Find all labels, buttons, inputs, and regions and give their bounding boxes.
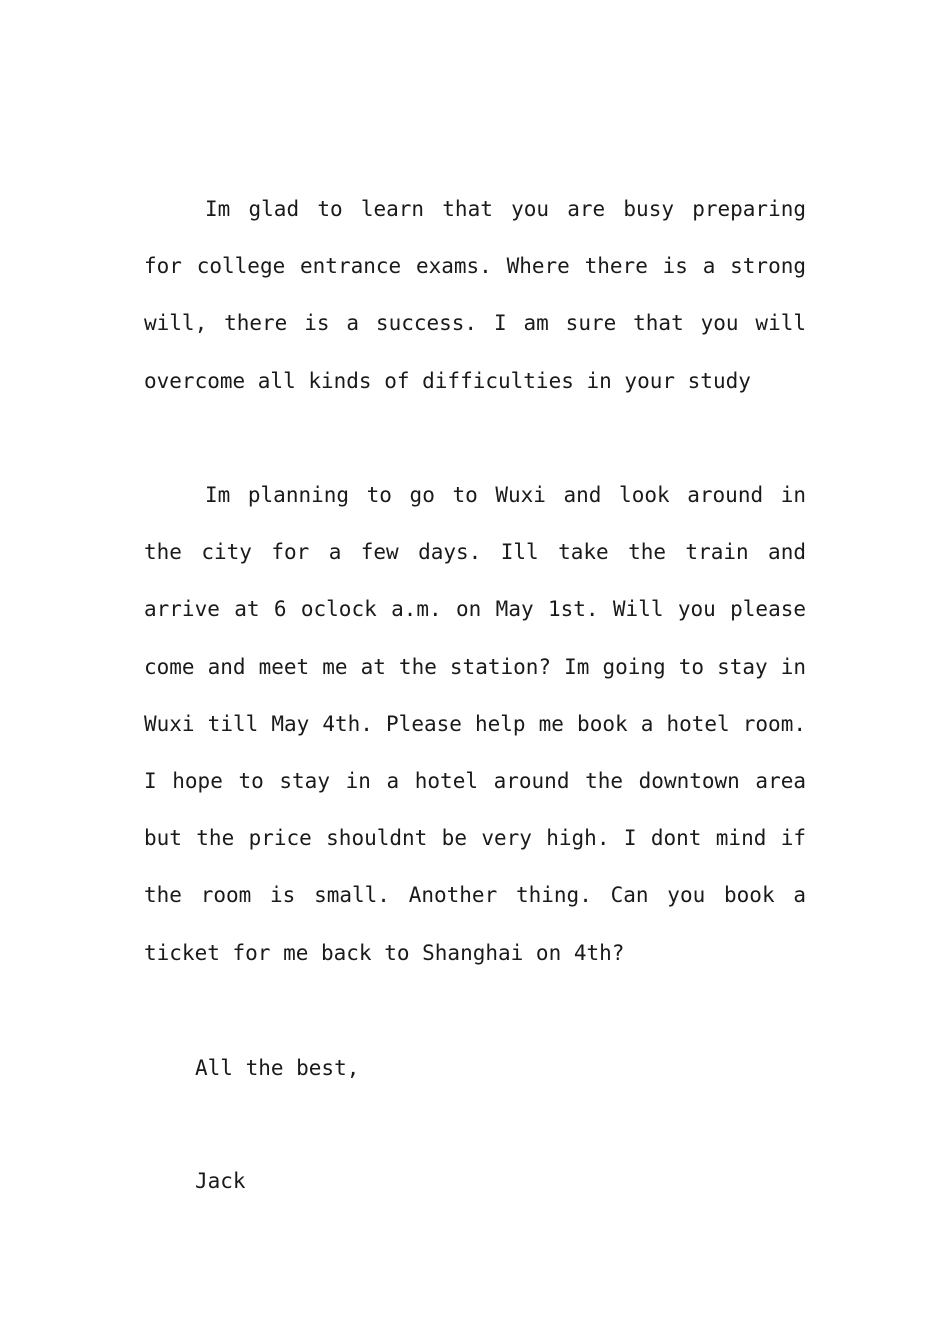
letter-closing: All the best, [195,1056,360,1080]
letter-signature: Jack [195,1169,246,1193]
letter-paragraph-2: Im planning to go to Wuxi and look around in the city for a few days. Ill take the train and arrive at 6 oclock a.m. on May 1st. Will you please come and meet me at the station? Im going to stay in Wuxi till May 4th. Please help me book a hotel room. I hope to stay in a hotel around the downtown area but the price shouldnt be very high. I dont mind if the room is small. Another thing. Can you book a ticket for me back to Shanghai on 4th? [144,483,806,965]
letter-paragraph-1: Im glad to learn that you are busy preparing for college entrance exams. Where there is a strong will, there is a success. I am sure that you will overcome all kinds of difficulties in your study [144,197,806,393]
